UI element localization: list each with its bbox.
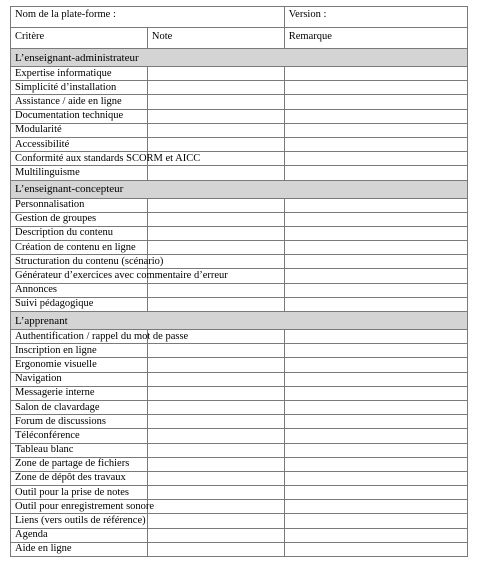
criterion-label: Tableau blanc [11, 443, 148, 457]
remark-cell[interactable] [284, 358, 467, 372]
criterion-label: Description du contenu [11, 226, 148, 240]
criterion-label: Conformité aux standards SCORM et AICC [11, 152, 148, 166]
note-cell[interactable] [147, 471, 284, 485]
criterion-row [11, 198, 468, 212]
section-title: L’enseignant-concepteur [11, 180, 468, 198]
criterion-label: Documentation technique [11, 109, 148, 123]
remark-cell[interactable] [284, 269, 467, 283]
criterion-row [11, 542, 468, 556]
criterion-label: Téléconférence [11, 429, 148, 443]
remark-cell[interactable] [284, 198, 467, 212]
note-cell[interactable] [147, 283, 284, 297]
criterion-label: Expertise informatique [11, 67, 148, 81]
criterion-label: Authentification / rappel du mot de passe [11, 330, 148, 344]
column-header-note: Note [147, 28, 284, 49]
note-cell[interactable] [147, 255, 284, 269]
note-cell[interactable] [147, 241, 284, 255]
criteria-table-body [11, 7, 468, 557]
criterion-row [11, 166, 468, 180]
remark-cell[interactable] [284, 443, 467, 457]
criterion-label: Ergonomie visuelle [11, 358, 148, 372]
remark-cell[interactable] [284, 457, 467, 471]
remark-cell[interactable] [284, 137, 467, 151]
remark-cell[interactable] [284, 212, 467, 226]
criterion-label: Aide en ligne [11, 542, 148, 556]
note-cell[interactable] [147, 226, 284, 240]
criterion-label: Générateur d’exercices avec commentaire d’erreur [11, 269, 148, 283]
criterion-row [11, 109, 468, 123]
remark-cell[interactable] [284, 152, 467, 166]
remark-cell[interactable] [284, 344, 467, 358]
criterion-label: Simplicité d’installation [11, 81, 148, 95]
note-cell[interactable] [147, 415, 284, 429]
criterion-row [11, 212, 468, 226]
remark-cell[interactable] [284, 372, 467, 386]
section-title: L’enseignant-administrateur [11, 49, 468, 67]
remark-cell[interactable] [284, 166, 467, 180]
remark-cell[interactable] [284, 226, 467, 240]
remark-cell[interactable] [284, 514, 467, 528]
criterion-label: Multilinguisme [11, 166, 148, 180]
criterion-row [11, 344, 468, 358]
note-cell[interactable] [147, 429, 284, 443]
note-cell[interactable] [147, 542, 284, 556]
column-header-remark: Remarque [284, 28, 467, 49]
remark-cell[interactable] [284, 542, 467, 556]
remark-cell[interactable] [284, 123, 467, 137]
remark-cell[interactable] [284, 67, 467, 81]
criterion-label: Zone de dépôt des travaux [11, 471, 148, 485]
platform-name-cell[interactable]: Nom de la plate-forme : [11, 7, 285, 28]
criterion-row [11, 514, 468, 528]
note-cell[interactable] [147, 457, 284, 471]
section-title: L’apprenant [11, 312, 468, 330]
note-cell[interactable] [147, 95, 284, 109]
note-cell[interactable] [147, 137, 284, 151]
criterion-label: Suivi pédagogique [11, 297, 148, 311]
remark-cell[interactable] [284, 528, 467, 542]
criterion-row [11, 500, 468, 514]
criterion-label: Agenda [11, 528, 148, 542]
criterion-label: Inscription en ligne [11, 344, 148, 358]
criterion-row [11, 358, 468, 372]
criterion-row [11, 297, 468, 311]
evaluation-form [10, 6, 468, 557]
criterion-row [11, 457, 468, 471]
remark-cell[interactable] [284, 415, 467, 429]
note-cell[interactable] [147, 123, 284, 137]
section-header-row [11, 312, 468, 330]
note-cell[interactable] [147, 81, 284, 95]
column-header-row [11, 28, 468, 49]
remark-cell[interactable] [284, 241, 467, 255]
remark-cell[interactable] [284, 330, 467, 344]
note-cell[interactable] [147, 372, 284, 386]
criterion-label: Création de contenu en ligne [11, 241, 148, 255]
section-header-row [11, 49, 468, 67]
remark-cell[interactable] [284, 486, 467, 500]
criterion-row [11, 400, 468, 414]
remark-cell[interactable] [284, 471, 467, 485]
criterion-label: Modularité [11, 123, 148, 137]
criterion-label: Structuration du contenu (scénario) [11, 255, 148, 269]
criterion-row [11, 429, 468, 443]
criterion-label: Forum de discussions [11, 415, 148, 429]
criterion-label: Liens (vers outils de référence) [11, 514, 148, 528]
criterion-row [11, 528, 468, 542]
criterion-row [11, 471, 468, 485]
criterion-row [11, 152, 468, 166]
criterion-label: Outil pour la prise de notes [11, 486, 148, 500]
criterion-row [11, 137, 468, 151]
criterion-row [11, 123, 468, 137]
note-cell[interactable] [147, 443, 284, 457]
note-cell[interactable] [147, 514, 284, 528]
platform-header-row [11, 7, 468, 28]
version-cell[interactable]: Version : [284, 7, 467, 28]
criterion-row [11, 226, 468, 240]
criterion-label: Navigation [11, 372, 148, 386]
note-cell[interactable] [147, 528, 284, 542]
note-cell[interactable] [147, 109, 284, 123]
note-cell[interactable] [147, 500, 284, 514]
section-header-row [11, 180, 468, 198]
remark-cell[interactable] [284, 429, 467, 443]
note-cell[interactable] [147, 166, 284, 180]
criterion-row [11, 415, 468, 429]
remark-cell[interactable] [284, 283, 467, 297]
note-cell[interactable] [147, 212, 284, 226]
criterion-label: Personnalisation [11, 198, 148, 212]
note-cell[interactable] [147, 297, 284, 311]
note-cell[interactable] [147, 344, 284, 358]
criterion-label: Annonces [11, 283, 148, 297]
criteria-table [10, 6, 468, 557]
criterion-label: Outil pour enregistrement sonore [11, 500, 148, 514]
criterion-label: Zone de partage de fichiers [11, 457, 148, 471]
criterion-label: Assistance / aide en ligne [11, 95, 148, 109]
remark-cell[interactable] [284, 95, 467, 109]
criterion-row [11, 486, 468, 500]
criterion-row [11, 241, 468, 255]
criterion-row [11, 330, 468, 344]
remark-cell[interactable] [284, 109, 467, 123]
note-cell[interactable] [147, 386, 284, 400]
note-cell[interactable] [147, 400, 284, 414]
criterion-row [11, 372, 468, 386]
remark-cell[interactable] [284, 400, 467, 414]
criterion-label: Gestion de groupes [11, 212, 148, 226]
note-cell[interactable] [147, 67, 284, 81]
criterion-label: Messagerie interne [11, 386, 148, 400]
criterion-label: Salon de clavardage [11, 400, 148, 414]
remark-cell[interactable] [284, 297, 467, 311]
note-cell[interactable] [147, 358, 284, 372]
criterion-row [11, 386, 468, 400]
note-cell[interactable] [147, 198, 284, 212]
criterion-row [11, 443, 468, 457]
criterion-row [11, 255, 468, 269]
criterion-label: Accessibilité [11, 137, 148, 151]
remark-cell[interactable] [284, 81, 467, 95]
criterion-row [11, 95, 468, 109]
remark-cell[interactable] [284, 255, 467, 269]
criterion-row [11, 81, 468, 95]
criterion-row [11, 269, 468, 283]
criterion-row [11, 67, 468, 81]
note-cell[interactable] [147, 486, 284, 500]
criterion-row [11, 283, 468, 297]
remark-cell[interactable] [284, 500, 467, 514]
column-header-criterion: Critère [11, 28, 148, 49]
remark-cell[interactable] [284, 386, 467, 400]
